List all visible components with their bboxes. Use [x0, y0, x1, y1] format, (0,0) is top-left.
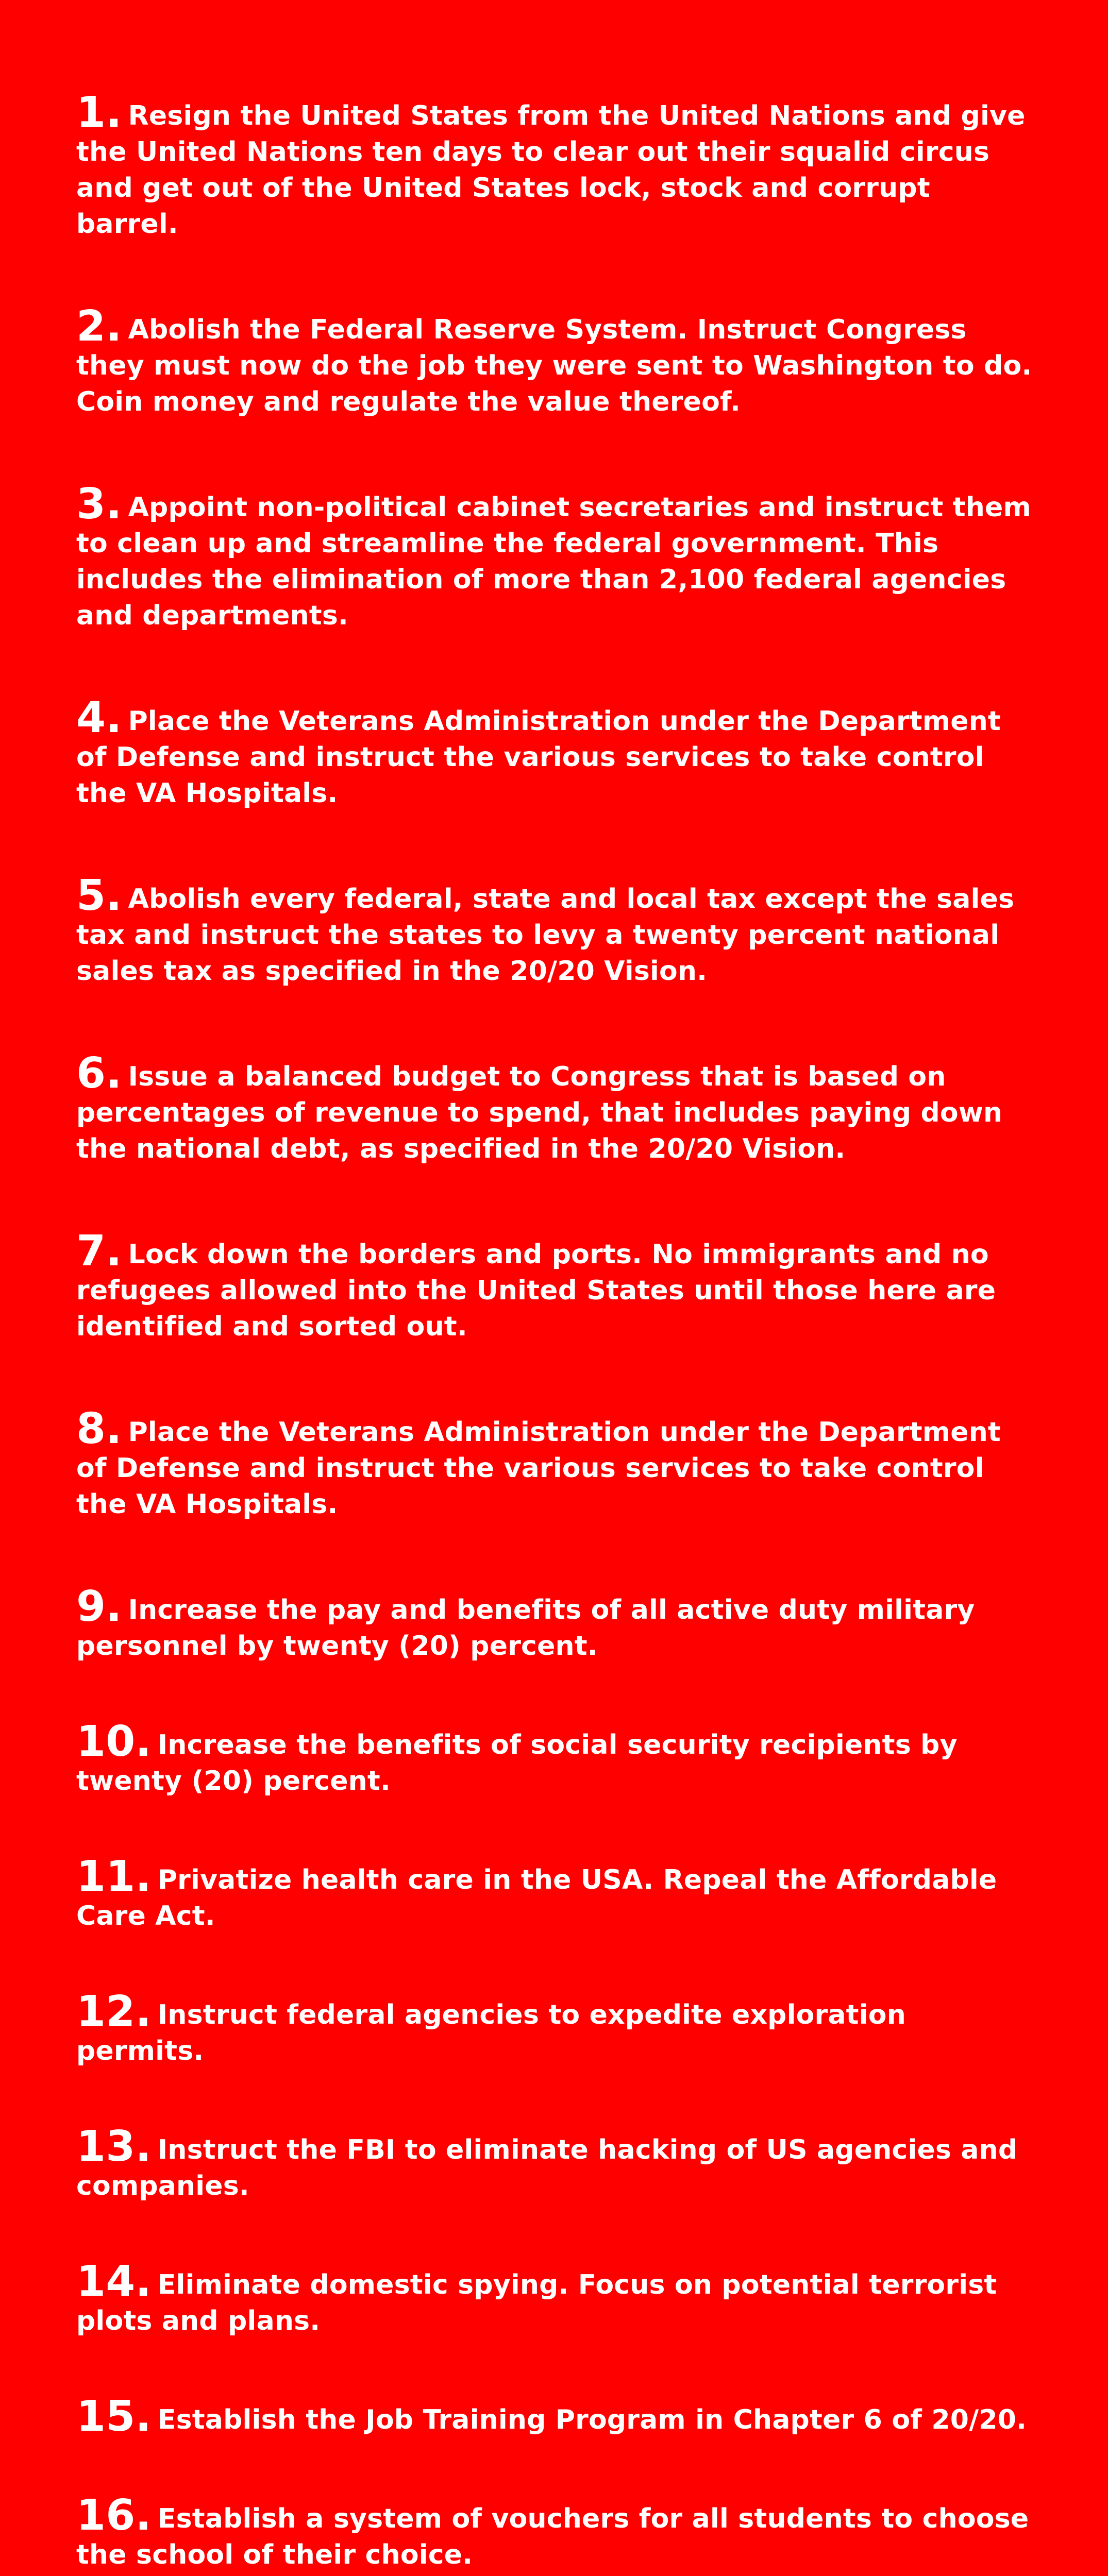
- item-text: Instruct federal agencies to expedite exploration permits.: [76, 1999, 906, 2066]
- item-number: 8.: [76, 1404, 122, 1453]
- list-item: [76, 1227, 1036, 1345]
- item-number: 10.: [76, 1717, 152, 1766]
- numbered-list: [76, 88, 1036, 2576]
- item-text: Appoint non-political cabinet secretaries and instruct them to clean up and streamline the federal government. This includes the elimination of more than 2,100 federal agencies and departments.: [76, 492, 1031, 631]
- item-text: Place the Veterans Administration under the Department of Defense and instruct the various services to take control the VA Hospitals.: [76, 1417, 1001, 1520]
- item-number: 16.: [76, 2491, 152, 2540]
- item-text: Abolish the Federal Reserve System. Instruct Congress they must now do the job they were sent to Washington to do. Coin money and regulate the value thereof.: [76, 314, 1032, 417]
- list-item: [76, 480, 1036, 634]
- item-number: 5.: [76, 871, 122, 920]
- list-item: [76, 1404, 1036, 1522]
- item-text: Eliminate domestic spying. Focus on potential terrorist plots and plans.: [76, 2269, 997, 2336]
- list-item: [76, 1049, 1036, 1167]
- item-text: Increase the pay and benefits of all active duty military personnel by twenty (20) percent.: [76, 1595, 975, 1662]
- item-number: 2.: [76, 302, 122, 351]
- list-item: [76, 1717, 1036, 1799]
- list-item: [76, 693, 1036, 811]
- item-number: 13.: [76, 2122, 152, 2171]
- list-item: [76, 2392, 1036, 2441]
- item-number: 12.: [76, 1987, 152, 2036]
- list-item: [76, 1582, 1036, 1664]
- item-text: Establish the Job Training Program in Chapter 6 of 20/20.: [157, 2404, 1027, 2435]
- list-item: [76, 1852, 1036, 1934]
- item-text: Increase the benefits of social security recipients by twenty (20) percent.: [76, 1730, 958, 1797]
- item-number: 15.: [76, 2392, 152, 2441]
- item-number: 1.: [76, 88, 122, 137]
- item-number: 14.: [76, 2257, 152, 2306]
- item-text: Abolish every federal, state and local tax except the sales tax and instruct the states to levy a twenty percent national sales tax as specified in the 20/20 Vision.: [76, 884, 1015, 987]
- list-item: [76, 2257, 1036, 2339]
- item-text: Resign the United States from the United Nations and give the United Nations ten days to clear out their squalid circus and get out of the United States lock, stock and corrupt barrel.: [76, 100, 1026, 240]
- list-item: [76, 1987, 1036, 2069]
- item-text: Establish a system of vouchers for all students to choose the school of their choice.: [76, 2503, 1029, 2570]
- item-number: 11.: [76, 1852, 152, 1901]
- item-text: Issue a balanced budget to Congress that is based on percentages of revenue to spend, that includes paying down the national debt, as specified in the 20/20 Vision.: [76, 1061, 1003, 1164]
- item-number: 7.: [76, 1227, 122, 1276]
- item-number: 4.: [76, 693, 122, 742]
- list-item: [76, 871, 1036, 989]
- list-item: [76, 88, 1036, 242]
- item-text: Privatize health care in the USA. Repeal the Affordable Care Act.: [76, 1865, 997, 1931]
- item-text: Instruct the FBI to eliminate hacking of US agencies and companies.: [76, 2134, 1018, 2201]
- item-text: Place the Veterans Administration under the Department of Defense and instruct the various services to take control the VA Hospitals.: [76, 706, 1001, 809]
- item-number: 6.: [76, 1049, 122, 1098]
- list-item: [76, 302, 1036, 420]
- list-item: [76, 2122, 1036, 2204]
- item-number: 9.: [76, 1582, 122, 1631]
- item-number: 3.: [76, 480, 122, 529]
- list-item: [76, 2491, 1036, 2573]
- item-text: Lock down the borders and ports. No immigrants and no refugees allowed into the United States until those here are identified and sorted out.: [76, 1239, 996, 1342]
